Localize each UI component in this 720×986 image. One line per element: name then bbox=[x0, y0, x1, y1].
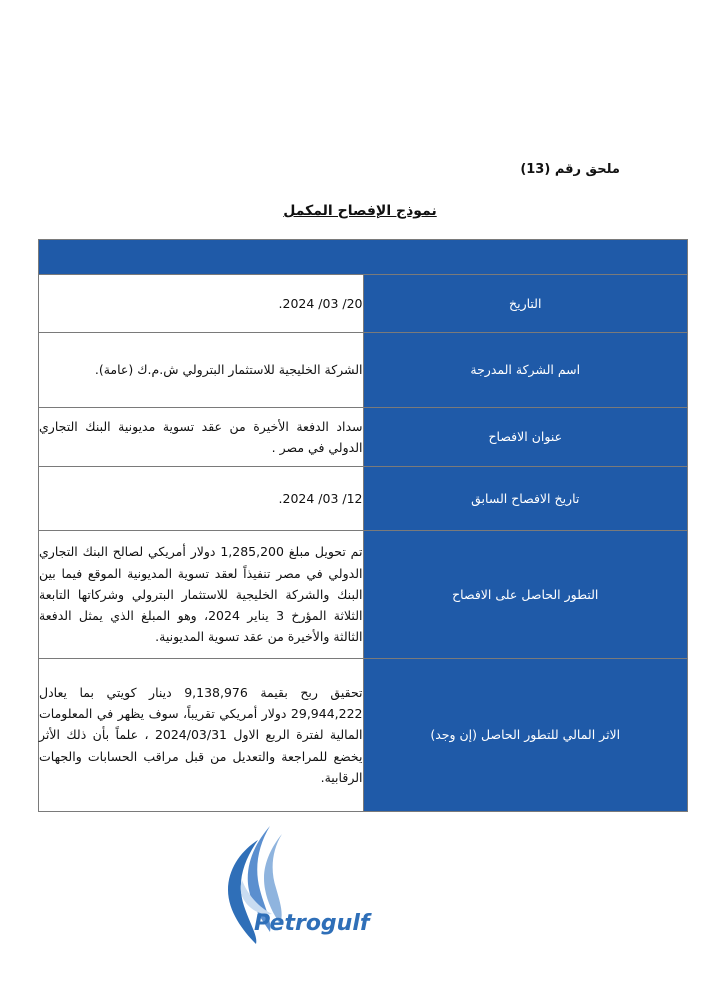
petrogulf-logo bbox=[214, 820, 374, 950]
previous-date-label: تاريخ الافصاح السابق bbox=[363, 467, 688, 531]
table-row-company bbox=[39, 333, 688, 408]
financial-effect-label: الاثر المالي للتطور الحاصل (إن وجد) bbox=[363, 659, 688, 812]
logo-wordmark: Petrogulf bbox=[254, 911, 370, 936]
annex-label: ملحق رقم (13) bbox=[520, 162, 620, 177]
table-row-subject bbox=[39, 408, 688, 467]
financial-effect-value: تحقيق ربح بقيمة 9,138,976 دينار كويتي بما يعادل 29,944,222 دولار أمريكي تقريباً، سوف يظهر في المعلومات المالية لفترة الربع الاول 2024/03/31 ، علماً بأن ذلك الأثر يخضع للمراجعة والتعديل من قبل مراقب الحسابات والجهات الرقابية. bbox=[39, 659, 364, 812]
date-value: 20/ 03/ 2024. bbox=[39, 275, 364, 333]
subject-label: عنوان الافصاح bbox=[363, 408, 688, 467]
form-title: نموذج الإفصاح المكمل bbox=[283, 203, 437, 219]
table-header-band bbox=[39, 240, 688, 275]
disclosure-table bbox=[38, 239, 688, 812]
development-label: التطور الحاصل على الافصاح bbox=[363, 531, 688, 659]
table-row-financial-effect bbox=[39, 659, 688, 812]
previous-date-value: 12/ 03/ 2024. bbox=[39, 467, 364, 531]
table-row-development bbox=[39, 531, 688, 659]
subject-value: سداد الدفعة الأخيرة من عقد تسوية مديونية البنك التجاري الدولي في مصر . bbox=[39, 408, 364, 467]
table-row-previous-date bbox=[39, 467, 688, 531]
table-row-date bbox=[39, 275, 688, 333]
company-value: الشركة الخليجية للاستثمار البترولي ش.م.ك (عامة). bbox=[39, 333, 364, 408]
header-band-cell bbox=[39, 240, 688, 275]
date-label: التاريخ bbox=[363, 275, 688, 333]
development-value: تم تحويل مبلغ 1,285,200 دولار أمريكي لصالح البنك التجاري الدولي في مصر تنفيذاً لعقد تسوية المديونية الموقع فيما بين البنك والشركة الخليجية للاستثمار البترولي وشركاتها التابعة الثلاثة المؤرخ 3 يناير 2024، وهو المبلغ الذي يمثل الدفعة الثالثة والأخيرة من عقد تسوية المديونية. bbox=[39, 531, 364, 659]
company-label: اسم الشركة المدرجة bbox=[363, 333, 688, 408]
